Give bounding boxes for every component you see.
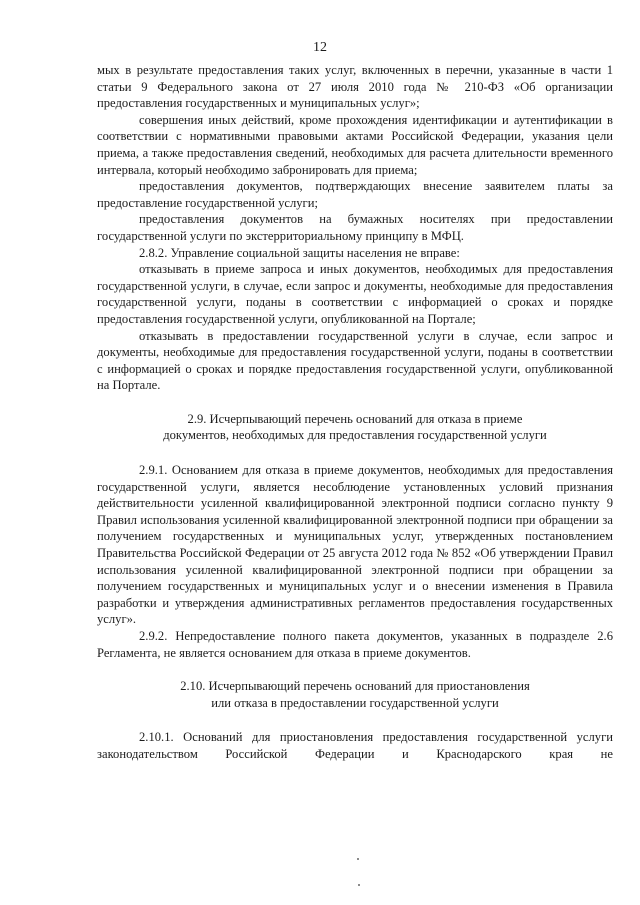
heading-line: 2.9. Исчерпывающий перечень оснований для отказа в приеме — [187, 411, 523, 426]
paragraph: предоставления документов на бумажных носителях при предоставлении государственной услуги по экстерриториальному принципу в МФЦ. — [97, 212, 613, 243]
paragraph: мых в результате предоставления таких услуг, включенных в перечни, указанные в части 1 статьи 9 Федерального закона от 27 июля 2010 года № 210-ФЗ «Об организации предоставления государственных и муниципальных услуг»; — [97, 63, 613, 111]
heading-line: 2.10. Исчерпывающий перечень оснований для приостановления — [180, 679, 530, 694]
scan-speck — [358, 884, 360, 886]
paragraph: 2.9.2. Непредоставление полного пакета документов, указанных в подразделе 2.6 Регламента, не является основанием для отказа в приеме документов. — [97, 629, 613, 660]
paragraph: 2.8.2. Управление социальной защиты населения не вправе: — [139, 245, 460, 260]
paragraph: предоставления документов, подтверждающих внесение заявителем платы за предоставление государственной услуги; — [97, 179, 613, 210]
section-heading-2-9 — [97, 411, 613, 444]
section-heading-2-10 — [97, 678, 613, 711]
scan-speck — [357, 858, 359, 860]
paragraph: 2.10.1. Оснований для приостановления предоставления государственной услуги законодательством Российской Федерации и Краснодарского края не — [97, 730, 613, 761]
paragraph: 2.9.1. Основанием для отказа в приеме документов, необходимых для предоставления государственной услуги, является несоблюдение установленных условий признания действительности усиленной квалифицированной электронной подписи согласно пункту 9 Правил использования усиленной квалифицированной электронной подписи при обращении за получением государственных и муниципальных услуг, утвержденных постановлением Правительства Российской Федерации от 25 августа 2012 года № 852 «Об утверждении Правил использования усиленной квалифицированной электронной подписи при обращении за получением государственных и муниципальных услуг и о внесении изменения в Правила разработки и утверждения административных регламентов предоставления государственных услуг». — [97, 463, 613, 627]
paragraph: отказывать в предоставлении государственной услуги в случае, если запрос и документы, необходимые для предоставления государственной услуги, поданы в соответствии с информацией о сроках и порядке предоставления государственной услуги, опубликованной на Портале. — [97, 328, 613, 393]
paragraph: отказывать в приеме запроса и иных документов, необходимых для предоставления государственной услуги, в случае, если запрос и документы, необходимые для предоставления государственной услуги, поданы в соответствии с информацией о сроках и порядке предоставления государственной услуги, опубликованной на Портале; — [97, 262, 613, 326]
heading-line: или отказа в предоставлении государственной услуги — [211, 695, 499, 710]
heading-line: документов, необходимых для предоставления государственной услуги — [163, 428, 547, 443]
document-body — [97, 62, 613, 763]
page-number: 12 — [313, 40, 327, 55]
paragraph: совершения иных действий, кроме прохождения идентификации и аутентификации в соответствии с нормативными правовыми актами Российской Федерации, указания цели приема, а также предоставления сведений, необходимых для расчета длительности временного интервала, который необходимо забронировать для приема; — [97, 112, 613, 177]
